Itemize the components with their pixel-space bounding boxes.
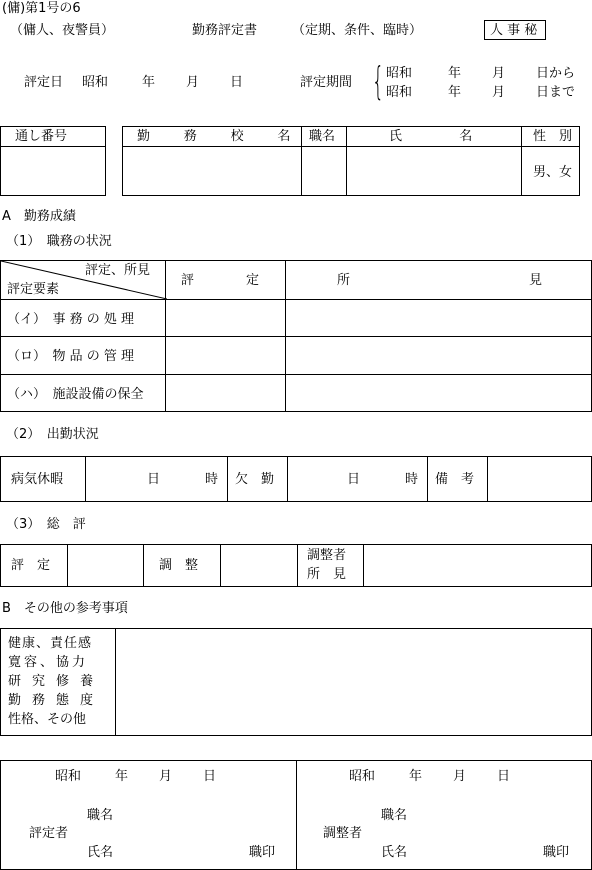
- adjuster-post-label: 職名: [381, 808, 408, 823]
- sick-leave-day-unit: 日: [147, 472, 161, 487]
- eval-date-year: 年: [142, 75, 156, 90]
- employee-info-table: [122, 126, 580, 196]
- form-title: 勤務評定書: [192, 23, 258, 38]
- sick-leave-label: 病気休暇: [11, 472, 64, 487]
- reference-item: 寛容、協力: [8, 655, 89, 670]
- reference-table: [0, 628, 592, 736]
- period-to-suffix: 日まで: [536, 85, 576, 100]
- overall-rating-field[interactable]: [69, 546, 142, 585]
- period-brace: {: [372, 59, 385, 103]
- school-name-label: 勤 務 校 名: [137, 129, 301, 144]
- period-from-year: 年: [448, 66, 462, 81]
- adjustment-label: 調 整: [159, 558, 199, 573]
- adjuster-seal-label: 職印: [543, 845, 570, 860]
- reference-item: 研究修養: [8, 674, 105, 689]
- reference-item: 性格、その他: [8, 712, 87, 727]
- sick-leave-field[interactable]: [87, 458, 226, 500]
- absence-field[interactable]: [289, 458, 426, 500]
- confidential-label: 人 事 秘: [490, 23, 538, 38]
- section-a-sub3: （3） 総 評: [6, 517, 86, 532]
- evaluator-post-label: 職名: [87, 808, 114, 823]
- section-a-heading: A 勤務成績: [2, 209, 76, 224]
- post-label: 職名: [309, 129, 336, 144]
- remarks-label: 備 考: [435, 472, 475, 487]
- adjuster-date-month: 月: [453, 769, 467, 784]
- reference-item: 健康、責任感: [8, 636, 93, 651]
- absence-label: 欠 勤: [235, 472, 275, 487]
- period-to-era: 昭和: [386, 85, 413, 100]
- evaluation-types: （定期、条件、臨時）: [292, 23, 423, 38]
- evaluator-role-label: 評定者: [29, 826, 69, 841]
- evaluator-date-month: 月: [159, 769, 173, 784]
- sex-label: 性 別: [533, 129, 573, 144]
- rating-field[interactable]: [167, 301, 283, 335]
- adjustment-field[interactable]: [222, 546, 296, 585]
- opinion-column-header-right: 見: [529, 273, 543, 288]
- section-a-sub2: （2） 出勤状況: [6, 427, 99, 442]
- eval-date-era: 昭和: [82, 75, 109, 90]
- eval-date-label: 評定日: [24, 75, 64, 90]
- opinion-field[interactable]: [287, 338, 589, 373]
- school-name-field[interactable]: [124, 148, 300, 194]
- section-b-heading: B その他の参考事項: [2, 601, 128, 616]
- period-from-suffix: 日から: [536, 66, 576, 81]
- post-field[interactable]: [303, 148, 345, 194]
- signature-block: [0, 760, 592, 870]
- name-field[interactable]: [348, 148, 520, 194]
- adjuster-date-day: 日: [497, 769, 511, 784]
- form-number: (傭)第1号の6: [2, 1, 81, 16]
- period-to-year: 年: [448, 85, 462, 100]
- evaluator-signature-field[interactable]: [125, 805, 285, 863]
- adjuster-date-era: 昭和: [349, 769, 376, 784]
- sick-leave-hour-unit: 時: [205, 472, 219, 487]
- adjuster-opinion-label-2: 所 見: [307, 567, 347, 582]
- name-label: 氏 名: [389, 129, 483, 144]
- sex-options[interactable]: 男、女: [533, 165, 573, 180]
- adjuster-role-label: 調整者: [323, 826, 363, 841]
- adjuster-date-year: 年: [409, 769, 423, 784]
- rating-column-header: 評 定: [181, 273, 260, 288]
- duties-table: [0, 260, 592, 412]
- eval-date-month: 月: [186, 75, 200, 90]
- diag-top-label: 評定、所見: [85, 263, 151, 278]
- remarks-field[interactable]: [489, 458, 591, 500]
- confidential-stamp: [484, 20, 546, 40]
- section-a-sub1: （1） 職務の状況: [6, 234, 112, 249]
- adjuster-opinion-label-1: 調整者: [307, 548, 347, 563]
- eval-period-label: 評定期間: [300, 75, 353, 90]
- duty-row-label: （ハ） 施設設備の保全: [7, 387, 144, 402]
- opinion-column-header-left: 所: [337, 273, 351, 288]
- opinion-field[interactable]: [287, 376, 589, 410]
- serial-number-field[interactable]: [2, 148, 104, 194]
- evaluator-date-era: 昭和: [55, 769, 82, 784]
- reference-item: 勤務態度: [8, 693, 105, 708]
- eval-date-day: 日: [230, 75, 244, 90]
- overall-rating-label: 評 定: [11, 558, 51, 573]
- duty-row-label: （ロ） 物 品 の 管 理: [7, 349, 135, 364]
- adjuster-signature-field[interactable]: [419, 805, 583, 863]
- general-eval-table: [0, 544, 592, 587]
- absence-day-unit: 日: [347, 472, 361, 487]
- serial-number-label: 通し番号: [15, 129, 68, 144]
- evaluator-date-day: 日: [203, 769, 217, 784]
- attendance-table: [0, 456, 592, 502]
- period-to-month: 月: [492, 85, 506, 100]
- duty-row-label: （イ） 事 務 の 処 理: [7, 312, 135, 327]
- period-from-era: 昭和: [386, 66, 413, 81]
- rating-field[interactable]: [167, 376, 283, 410]
- reference-notes-field[interactable]: [117, 630, 591, 734]
- evaluator-name-label: 氏名: [87, 845, 114, 860]
- period-from-month: 月: [492, 66, 506, 81]
- evaluator-seal-label: 職印: [249, 845, 276, 860]
- absence-hour-unit: 時: [405, 472, 419, 487]
- opinion-field[interactable]: [287, 301, 589, 335]
- diag-bottom-label: 評定要素: [7, 282, 60, 297]
- serial-number-box: [0, 126, 106, 196]
- rating-field[interactable]: [167, 338, 283, 373]
- adjuster-opinion-field[interactable]: [365, 546, 591, 585]
- adjuster-name-label: 氏名: [381, 845, 408, 860]
- form-subtitle: （傭人、夜警員）: [10, 23, 115, 38]
- evaluator-date-year: 年: [115, 769, 129, 784]
